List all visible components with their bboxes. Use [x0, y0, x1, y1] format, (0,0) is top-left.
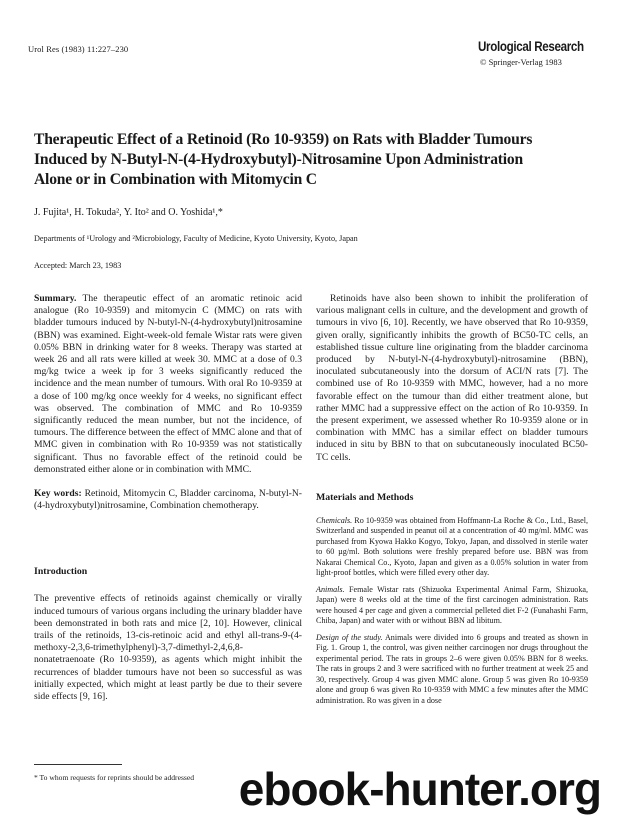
summary-paragraph	[34, 293, 302, 476]
introduction-heading: Introduction	[34, 566, 88, 578]
affiliation: Departments of ¹Urology and ²Microbiology, Faculty of Medicine, Kyoto University, Kyoto, Japan	[34, 234, 358, 243]
right-column	[316, 293, 588, 706]
animals-text: Female Wistar rats (Shizuoka Experimental Animal Farm, Shizuoka, Japan) were 8 weeks old at the time of the first carcinogen administration. Rats were housed 4 per cage and given a commercial pelleted diet F-2 (Funahashi Farm, Chiba, Japan) and water with or without BBN ad libitum.	[316, 584, 588, 626]
journal-citation: Urol Res (1983) 11:227–230	[28, 44, 129, 54]
left-column	[34, 293, 302, 703]
summary-text: The therapeutic effect of an aromatic retinoic acid analogue (Ro 10-9359) and mitomycin C (MMC) on rats with bladder tumours induced by N-butyl-N-(4-hydroxybutyl)nitrosamine (BBN) was examined. Eight-week-old female Wistar rats were given 0.05% BBN in drinking water for 8 weeks. Therapy was started at week 26 and all rats were killed at week 30. MMC at a dose of 0.3 mg/kg twice a week ip for 3 weeks significantly reduced the incidence and the mean number of tumours. With oral Ro 10-9359 at a dose of 100 mg/kg once weekly for 4 weeks, no significant effect was observed. The combination of MMC and Ro 10-9359 significantly reduced the mean number, but not the incidence, of tumours. The difference between the effect of MMC alone and that of MMC given in combination with Ro 10-9359 was not statistically significant. Thus no favorable effect of the retinoid could be demonstrated either alone or in combination with MMC.	[34, 293, 302, 475]
design-paragraph	[316, 633, 588, 707]
footnote-rule	[34, 764, 122, 765]
methods-heading: Materials and Methods	[316, 491, 414, 503]
journal-name: Urological Research	[478, 39, 584, 54]
introduction-paragraph: The preventive effects of retinoids against chemically or virally induced tumours of various organs including the urinary bladder have been demonstrated in both rats and mice [2, 10]. However, clinical trails of the retinoids, 13-cis-retinoic acid and ethyl all-trans-9-(4-methoxy-2,3,6-trimethylphenyl)-3,7-dimethyl-2,4,6,8-nonatetraenoate (Ro 10-9359), as agents which might inhibit the recurrences of bladder tumours have not been so successful as was initially expected, which might at least partly be due to their severe side effects [9, 16].	[34, 593, 302, 703]
keywords-text: Retinoid, Mitomycin C, Bladder carcinoma, N-butyl-N-(4-hydroxybutyl)nitrosamine, Combination chemotherapy.	[34, 488, 302, 512]
chemicals-text: Ro 10-9359 was obtained from Hoffmann-La Roche & Co., Ltd., Basel, Switzerland and suspended in peanut oil at a concentration of 40 mg/ml. MMC was purchased from Kyowa Hakko Kogyo, Tokyo, Japan, and dissolved in sterile water to 60 µg/ml. Both solutions were freshly prepared before use. BBN was from Nakarai Chemical Co., Kyoto, Japan and given as a 0.05% solution in water from light-proof bottles, which were filled every other day.	[316, 515, 588, 578]
journal-brand	[478, 39, 601, 67]
article-title	[34, 130, 594, 190]
summary-label: Summary.	[34, 293, 77, 304]
publisher-line: © Springer-Verlag 1983	[480, 57, 562, 67]
footnote: * To whom requests for reprints should be addressed	[34, 773, 195, 782]
accepted-date: Accepted: March 23, 1983	[34, 261, 122, 270]
title-line: Therapeutic Effect of a Retinoid (Ro 10-9359) on Rats with Bladder Tumours	[34, 131, 533, 148]
right-intro-paragraph: Retinoids have also been shown to inhibit the proliferation of various malignant cells in culture, and the development and growth of tumours in vivo [6, 10]. Recently, we have observed that Ro 10-9359, given orally, significantly inhibits the growth of BC50-TC cells, an established tissue culture line originating from the bladder carcinoma produced by N-butyl-N-(4-hydroxybutyl)-nitrosamine (BBN), inoculated subcutaneously into the dorsum of ACI/N rats [7]. The combined use of Ro 10-9359 with MMC, however, had a no more favorable effect on the tumour than did either treatment alone, but rather MMC had a suppressive effect on the action of Ro 10-9359. In the present experiment, we assessed whether Ro 10-9359 alone or in combination with MMC has a similar effect on bladder tumours induced in situ by BBN to that on subcutaneously inoculated BC50-TC cells.	[316, 293, 588, 463]
design-label: Design of the study.	[316, 632, 383, 642]
chemicals-label: Chemicals.	[316, 515, 353, 525]
title-line: Alone or in Combination with Mitomycin C	[34, 171, 317, 188]
watermark: ebook-hunter.org	[238, 763, 601, 815]
chemicals-paragraph	[316, 516, 588, 579]
animals-paragraph	[316, 585, 588, 627]
keywords-paragraph	[34, 488, 302, 512]
keywords-label: Key words:	[34, 488, 82, 500]
design-text: Animals were divided into 6 groups and treated as shown in Fig. 1. Group 1, the control, was given neither carcinogen nor drugs throughout the experimental period. The rats in groups 2–6 were given 0.05% BBN for 8 weeks. The rats in groups 2 and 3 were sacrificed with no further treatment at week 25 and 30, respectively. Group 4 was given MMC alone. Group 5 was given Ro 10-9359 alone and group 6 was given Ro 10-9359 with MMC a few minutes after the MMC administration. Ro was given in a dose	[316, 632, 588, 705]
title-line: Induced by N-Butyl-N-(4-Hydroxybutyl)-Nitrosamine Upon Administration	[34, 151, 524, 168]
author-list: J. Fujita¹, H. Tokuda², Y. Ito² and O. Yoshida¹,*	[34, 207, 223, 218]
animals-label: Animals.	[316, 584, 345, 594]
